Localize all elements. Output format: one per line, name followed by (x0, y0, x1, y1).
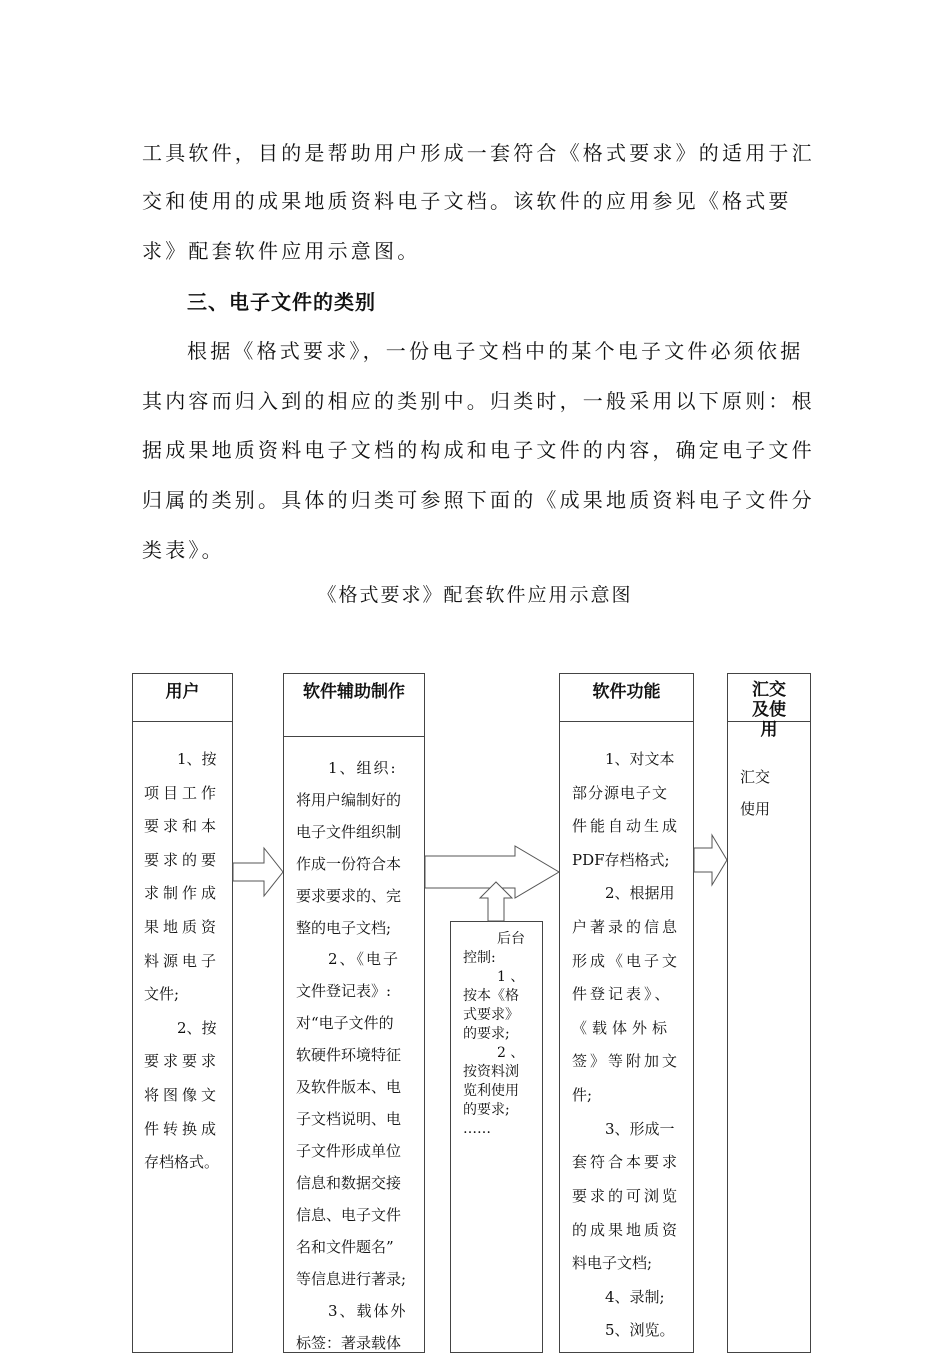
user-box-body (133, 722, 232, 1352)
submit-use-box (727, 673, 811, 1353)
software-text-line: 1、组织: (328, 759, 398, 777)
backend-text-line: 后台 (497, 931, 525, 947)
software-functions-box (559, 673, 694, 1353)
functions-text-line: 件登记表》、 (572, 985, 673, 1003)
backend-text-line: 1 、 (497, 969, 525, 985)
backend-text-line: 览利使用 (463, 1083, 519, 1099)
software-text-line: 等信息进行著录; (296, 1270, 407, 1288)
software-text-line: 要求要求的、完 (296, 887, 402, 905)
software-text-line: 整的电子文档; (296, 919, 392, 937)
functions-text-line: 签》等附加文 (572, 1052, 681, 1070)
software-text-line: 3、载体外 (328, 1302, 408, 1320)
backend-text-line: 的要求; (463, 1102, 510, 1118)
backend-text-line: 式要求》 (463, 1007, 519, 1023)
functions-text-line: 2、根据用 (605, 884, 675, 902)
paragraph-line: 类表》。 (142, 538, 225, 562)
arrow-right-icon (425, 846, 559, 898)
submit-use-box-body (728, 722, 810, 1352)
user-text-line: 料源电子 (144, 952, 221, 970)
functions-text-line: 件能自动生成 (572, 817, 681, 835)
software-box (283, 673, 425, 1353)
backend-text-line: 2 、 (497, 1045, 525, 1061)
user-text-line: 文件; (144, 985, 180, 1003)
functions-box-body (560, 722, 693, 1352)
backend-text-line: 的要求; (463, 1026, 510, 1042)
user-box-title: 用户 (133, 674, 232, 722)
software-text-line: 软硬件环境特征 (296, 1046, 402, 1064)
paragraph-line: 归属的类别。具体的归类可参照下面的《成果地质资料电子文件分 (142, 488, 815, 512)
paragraph-line: 交和使用的成果地质资料电子文档。该软件的应用参见《格式要 (142, 189, 792, 213)
functions-text-line: 料电子文档; (572, 1254, 653, 1272)
arrow-right-icon (694, 835, 727, 885)
software-text-line: 及软件版本、电 (296, 1078, 402, 1096)
software-text-line: 标签：著录载体 (296, 1334, 402, 1352)
software-text-line: 文件登记表》: (296, 982, 392, 1000)
user-text-line: 求制作成 (144, 884, 221, 902)
functions-text-line: 4、录制; (605, 1288, 665, 1306)
software-text-line: 名和文件题名” (296, 1238, 394, 1256)
user-text-line: 果地质资 (144, 918, 221, 936)
figure-caption: 《格式要求》配套软件应用示意图 (317, 584, 633, 606)
arrow-right-icon (233, 848, 283, 896)
software-text-line: 作成一份符合本 (296, 855, 402, 873)
software-text-line: 子文件形成单位 (296, 1142, 402, 1160)
functions-text-line: 3、形成一 (605, 1120, 675, 1138)
software-text-line: 2、《电子 (328, 950, 401, 968)
paragraph-line: 工具软件，目的是帮助用户形成一套符合《格式要求》的适用于汇 (142, 141, 815, 165)
paragraph-line: 据成果地质资料电子文档的构成和电子文件的内容，确定电子文件 (142, 438, 815, 462)
user-text-line: 2、按 (177, 1019, 217, 1037)
user-box (132, 673, 233, 1353)
functions-text-line: 5、浏览。 (605, 1321, 675, 1339)
software-text-line: 对“电子文件的 (296, 1014, 394, 1032)
section-heading: 三、电子文件的类别 (187, 290, 376, 314)
functions-text-line: 部分源电子文 (572, 784, 669, 802)
software-text-line: 将用户编制好的 (296, 791, 402, 809)
user-text-line: 要求的要 (144, 851, 221, 869)
backend-text-line: 按资料浏 (463, 1064, 519, 1080)
arrow-up-icon (480, 882, 512, 921)
submit-use-box-title: 汇交及使用 (728, 674, 810, 722)
submit-text-line: 使用 (740, 800, 771, 818)
functions-box-title: 软件功能 (560, 674, 693, 722)
software-box-body (284, 737, 424, 1352)
paragraph-line: 求》配套软件应用示意图。 (142, 239, 421, 263)
software-text-line: 子文档说明、电 (296, 1110, 402, 1128)
user-text-line: 将图像文 (144, 1086, 221, 1104)
functions-text-line: 套符合本要求 (572, 1153, 681, 1171)
functions-text-line: 形成《电子文 (572, 952, 681, 970)
software-box-title: 软件辅助制作 (284, 674, 424, 737)
paragraph-line: 其内容而归入到的相应的类别中。归类时，一般采用以下原则：根 (142, 389, 815, 413)
user-text-line: 存档格式。 (144, 1153, 220, 1171)
user-text-line: 件转换成 (144, 1120, 221, 1138)
user-text-line: 要求和本 (144, 817, 221, 835)
user-text-line: 项目工作 (144, 784, 221, 802)
paragraph-line: 根据《格式要求》，一份电子文档中的某个电子文件必须依据 (187, 339, 804, 363)
backend-text-line: 控制: (463, 950, 496, 966)
software-text-line: 信息、电子文件 (296, 1206, 402, 1224)
software-text-line: 电子文件组织制 (296, 823, 402, 841)
functions-text-line: 的成果地质资 (572, 1221, 681, 1239)
functions-text-line: 户著录的信息 (572, 918, 681, 936)
functions-text-line: PDF存档格式; (572, 851, 670, 869)
software-text-line: 信息和数据交接 (296, 1174, 402, 1192)
functions-text-line: 《载体外标 (572, 1019, 673, 1037)
functions-text-line: 1、对文本 (605, 750, 675, 768)
submit-text-line: 汇交 (740, 768, 771, 786)
backend-control-box (450, 921, 543, 1353)
functions-text-line: 件; (572, 1086, 593, 1104)
functions-text-line: 要求的可浏览 (572, 1187, 681, 1205)
user-text-line: 1、按 (177, 750, 217, 768)
backend-text-line: …… (463, 1121, 491, 1137)
backend-text-line: 按本《格 (463, 988, 519, 1004)
user-text-line: 要求要求 (144, 1052, 221, 1070)
